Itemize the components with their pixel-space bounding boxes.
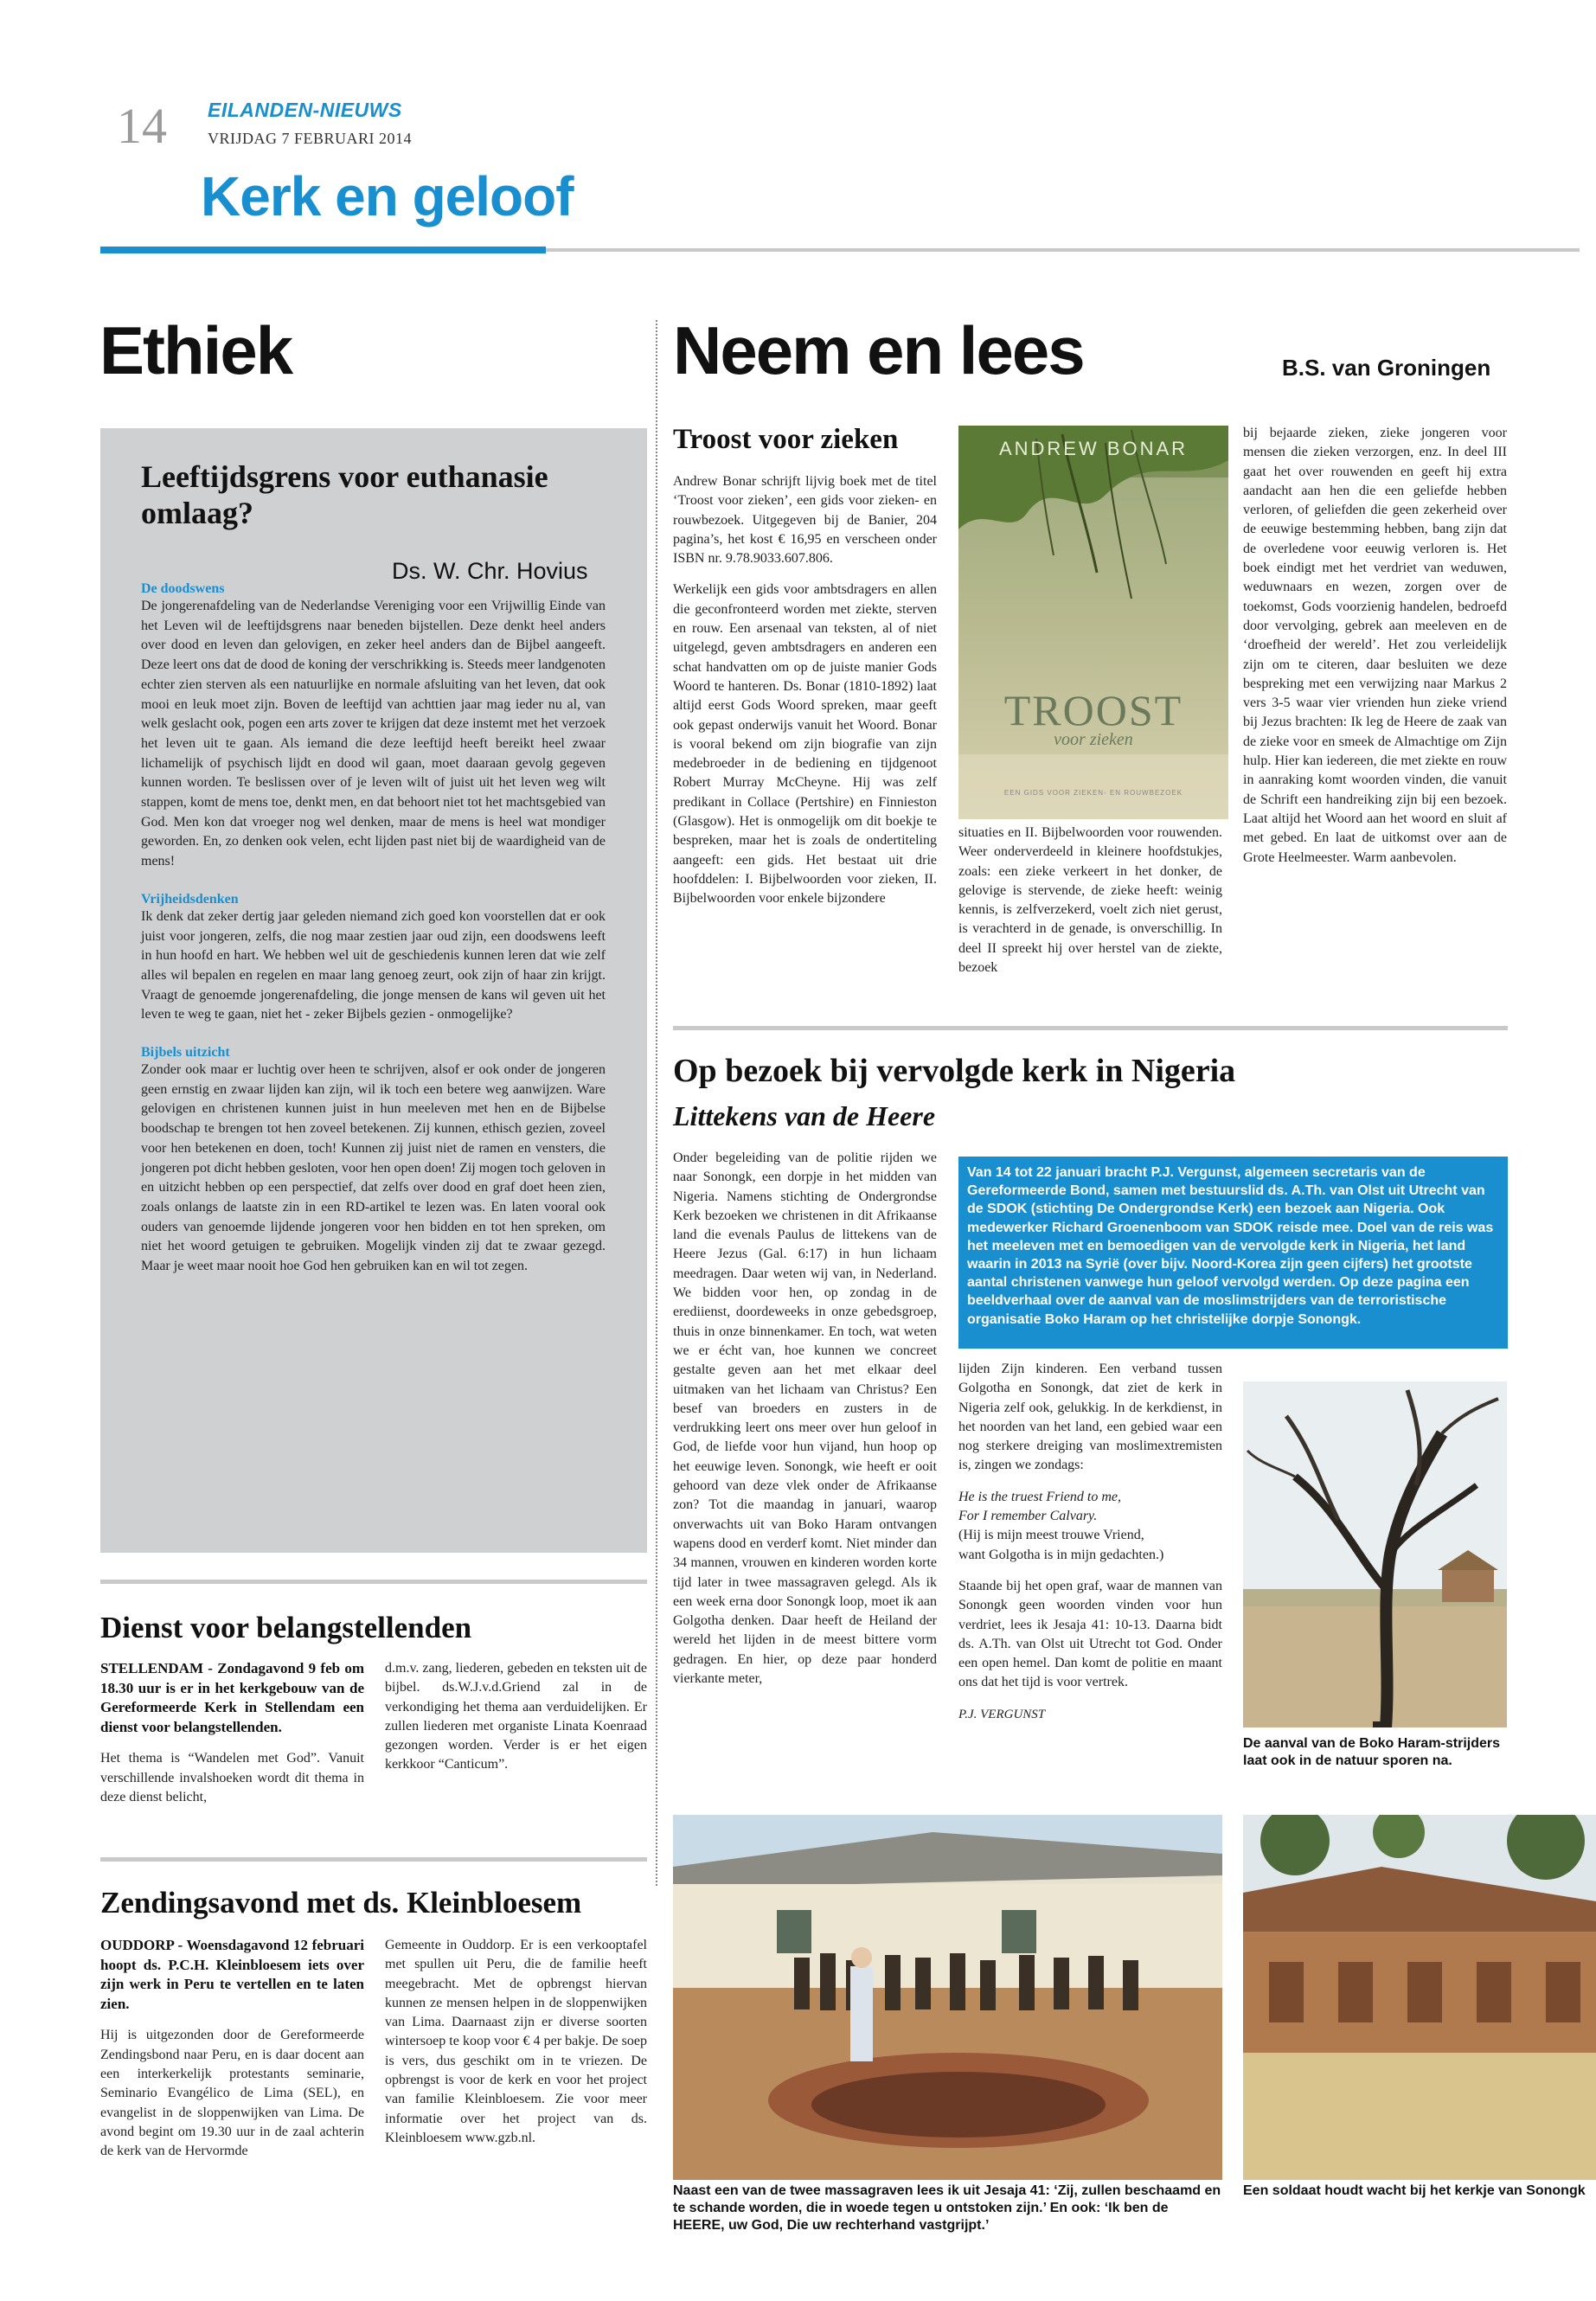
nigeria-text: Staande bij het open graf, waar de mannen van Sonongk geen woorden vinden voor hun verdriet, lees ik Jesaja 41: 10-13. Daarna bidt ds. A.Th. van Olst uit Utrecht tot God. Onder een open hemel. Dan komt de politie en maant ons dat het tijd is voor vertrek. <box>958 1578 1222 1690</box>
nigeria-text: Onder begeleiding van de politie rijden we naar Sonongk, een dorpje in het midden van Nigeria. Namens stichting de Ondergrondse Kerk bezoeken we christenen in dit Afrikaanse land die evenals Paulus de littekens van de Heere Jezus (Gal. 6:17) in hun lichaam meedragen. Daar weten wij van, in Nederland. We bidden voor hen, op zondag in de erediienst, doordeweeks in onze gebedsgroep, thuis in onze binnenkamer. En toch, wat weten we er écht van, hoe kunnen we concreet gestalte geven aan het met elkaar deel uitmaken van het lichaam van Christus? Een besef van broeders en zusters in de verdrukking leert ons meer over hun geloof in God, de liefde voor hun vijand, hun hoop op het eeuwige leven. Sonongk, wie heeft er ooit gehoord van deze vlek onder de Afrikaanse zon? Tot die maandag in januari, waarop onverwachts uit van Boko Haram ontvangen wapens dood en verderf komt. Niet minder dan 34 mannen, vrouwen en kinderen worden korte tijd later in twee massagraven gelegd. Als ik een week erna door Sonongk loop, moet ik aan Golgotha denken. Daar heeft de Heiland der wereld het lijden in de meest bittere vorm gedragen. En hier, op deze paar honderd vierkante meter, <box>673 1150 937 1687</box>
paragraph: De jongerenafdeling van de Nederlandse Vereniging voor een Vrijwillig Einde van het Leven wil de leeftijdsgrens naar beneden bijstellen. Deze denkt heel anders over dood en leven dan gelovigen, en zeker heel anders dan de Bijbel aangeeft. Deze leert ons dat de dood de koning der verschrikking is. Steeds meer landgenoten echter zien sterven als een natuurlijke en normale afsluiting van het leven, dat ook mooi en leuk moet zijn. Boven de leeftijd van achttien jaar mag ieder nu al, van welk geslacht ook, pogen een arts zover te krijgen dat deze instemt met het verzoek het leven uit te gaan. Als iemand die deze leeftijd heeft bereikt heel zwaar lichamelijk of psychisch lijdt en dood wil gaan, moet daaraan gevolg gegeven kunnen worden. Te beslissen over of je leven wilt of juist uit het leven weg wilt stappen, komt de mens toe, denkt men, en dat behoort niet tot het machtsgebied van God. Men kon dat vroeger nog wel denken, maar de mens is heel wat mondiger geworden. En, zo denken ook velen, echt lijden past niet bij de waardigheid van de mens! <box>141 599 606 869</box>
mass-grave-photo <box>673 1815 1222 2180</box>
mass-grave-illustration <box>673 1815 1222 2180</box>
book-tagline: EEN GIDS VOOR ZIEKEN- EN ROUWBEZOEK <box>1003 789 1183 797</box>
dienst-col-2 <box>385 1659 647 1775</box>
section-rule-accent <box>100 247 546 253</box>
column-heading-neem-en-lees: Neem en lees <box>673 312 1084 388</box>
caption-church: Een soldaat houdt wacht bij het kerkje van Sonongk <box>1243 2183 1586 2198</box>
troost-text: Andrew Bonar schrijft lijvig boek met de titel ‘Troost voor zieken’, een gids voor zieken- en rouwbezoek. Uitgegeven bij de Banier, 204 pagina’s, het kost € 16,95 en verscheen onder ISBN nr. 9.78.9033.607.806. <box>673 474 937 567</box>
article-byline: Ds. W. Chr. Hovius <box>392 558 588 584</box>
book-author: ANDREW BONAR <box>998 438 1189 459</box>
divider <box>673 1026 1508 1030</box>
nigeria-subtitle: Littekens van de Heere <box>673 1100 936 1131</box>
zending-text: Hij is uitgezonden door de Gereformeerde Zendingsbond naar Peru, en is daar docent aan een interkerkelijk protestants seminarie, Seminario Evangélico de Lima (SEL), en evangelist in de sloppenwijken van Lima. De avond begint om 19.30 uur in de zaal achterin de kerk van de Hervormde <box>100 2028 364 2159</box>
troost-col-1 <box>673 472 937 909</box>
article-body <box>141 581 606 1277</box>
burnt-tree-photo <box>1243 1381 1507 1727</box>
nigeria-col-2 <box>958 1360 1222 1724</box>
poem-translation: want Golgotha is in mijn gedachten.) <box>958 1547 1164 1562</box>
poem-line: He is the truest Friend to me, <box>958 1489 1121 1504</box>
dienst-title: Dienst voor belangstellenden <box>100 1611 472 1644</box>
zending-col-2 <box>385 1936 647 2148</box>
troost-title: Troost voor zieken <box>673 424 899 455</box>
troost-col-2 <box>958 824 1222 977</box>
subhead: Bijbels uitzicht <box>141 1045 230 1061</box>
issue-date: VRIJDAG 7 FEBRUARI 2014 <box>208 130 413 147</box>
zending-text: Gemeente in Ouddorp. Er is een verkooptafel met spullen uit Peru, die de familie heeft meegebracht. Met de opbrengst hiervan kunnen ze mensen helpen in de sloppenwijken van Lima. Daarnaast zijn er diverse soorten wintersoep te koop voor € 4 per bakje. De soep is vers, dus geschikt om in te vriezen. De opbrengst is voor de kerk en voor het project van familie Kleinbloesem. Zie voor meer informatie over het project van ds. Kleinbloesem www.gzb.nl. <box>385 1938 647 2145</box>
book-cover-illustration <box>958 426 1228 819</box>
divider <box>100 1857 647 1862</box>
dienst-text: d.m.v. zang, liederen, gebeden en teksten uit de bijbel. ds.W.J.v.d.Griend zal in de verkondiging het thema aan verduidelijken. Er zullen liederen met organiste Linata Koenraad gezongen worden. Verder is er het eigen kerkkoor “Canticum”. <box>385 1661 647 1772</box>
zending-lead: OUDDORP - Woensdagavond 12 februari hoopt ds. P.C.H. Kleinbloesem iets over zijn werk in Peru te vertellen en te laten zien. <box>100 1937 364 2012</box>
column-byline: B.S. van Groningen <box>1282 355 1491 381</box>
column-heading-ethiek: Ethiek <box>99 312 292 388</box>
newspaper-name: EILANDEN-NIEUWS <box>208 99 402 121</box>
dienst-text: Het thema is “Wandelen met God”. Vanuit verschillende invalshoeken wordt dit thema in deze dienst belicht, <box>100 1751 364 1804</box>
subhead: Vrijheidsdenken <box>141 891 239 907</box>
troost-text: Werkelijk een gids voor ambtsdragers en allen die geconfronteerd worden met ziekte, sterven en rouw. Een arsenaal van teksten, al of niet uitgelegd, geven ambtsdragers en anderen een schat handvatten om op de juiste manier Gods Woord te hanteren. Ds. Bonar (1810-1892) laat altijd eerst Gods Woord spreken, maar geeft ook gepast onderwijs vanuit het Woord. Bonar is vooral bekend om zijn biografie van zijn medebroeder in de bediening en tijdgenoot Robert Murray McCheyne. Hij was zelf predikant in Collace (Pertshire) en Finnieston (Glasgow). Het is onmogelijk om dit boekje te bespreken, maar het is zoals de ondertiteling aangeeft: een gids. Het bestaat uit drie hoofddelen: I. Bijbelwoorden voor zieken, II. Bijbelwoorden voor enkele bijzondere <box>673 582 937 907</box>
dienst-lead: STELLENDAM - Zondagavond 9 feb om 18.30 uur is er in het kerkgebouw van de Gereformeerde Kerk in Stellendam een dienst voor belangstellenden. <box>100 1660 364 1735</box>
article-signature: P.J. VERGUNST <box>958 1707 1046 1721</box>
zending-title: Zendingsavond met ds. Kleinbloesem <box>100 1886 582 1920</box>
page-number: 14 <box>117 98 167 154</box>
caption-grave: Naast een van de twee massagraven lees ik uit Jesaja 41: ‘Zij, zullen beschaamd en te schande worden, die in woede tegen u ontstoken zijn.’ En ook: ‘Ik ben de HEERE, uw God, Die uw rechterhand vastgrijpt.’ <box>673 2183 1221 2233</box>
section-title: Kerk en geloof <box>201 165 574 228</box>
section-rule <box>546 248 1580 252</box>
book-cover-image <box>958 426 1228 819</box>
paragraph: Ik denk dat zeker dertig jaar geleden niemand zich goed kon voorstellen dat er ook juist voor jongeren, zelfs, die nog maar zestien jaar oud zijn, een doodswens leeft in hun hoofd en hart. We hebben wel uit de geschiedenis kunnen leren dat wie zelf alles wil bepalen en regelen en maar lang genoeg zeurt, ook zijn of haar zin krijgt. Vraagt de genoemde jongerenafdeling, die jonge mensen de kans wil geven uit het leven te weg te gaan, niet het - zeker Bijbels gezien - onmogelijke? <box>141 908 606 1022</box>
book-subtitle: voor zieken <box>1054 730 1133 749</box>
nigeria-col-1 <box>673 1149 937 1689</box>
article-title: Leeftijdsgrens voor euthanasie omlaag? <box>141 459 548 530</box>
subhead: De doodswens <box>141 581 225 596</box>
church-illustration <box>1243 1815 1596 2180</box>
paragraph: Zonder ook maar er luchtig over heen te schrijven, alsof er ook onder de jongeren geen ernstig en zwaar lijden kan zijn, wil ik toch een betere weg aanwijzen. Ware gelovigen en christenen kunnen juist in hun meeleven met hen en de Bijbelse boodschap te brengen tot hen zoveel betekenen. Zij kunnen, ethisch gezien, zoveel voor hen betekenen en doen, toch! Kunnen zij juist niet de ramen en vensters, die jongeren pot dicht hebben gesloten, voor hen open doen! Zij mogen toch geloven in en uitzicht hebben op een perspectief, dat zelfs over dood en graf doet heen zien, zoals onlangs de laatste zin in een RD-artikel te lezen was. En laten vooral ook ouders van genoemde lijdende jongeren voor hen bidden en tot hen spreken, om niet het woord getuigen te gebruiken. Mogelijk vinden zij dat te zwaar gezegd. Maar je weet maar nooit hoe God hen gebruiken kan en wil tot zegen. <box>141 1062 606 1274</box>
caption-tree: De aanval van de Boko Haram-strijders laat ook in de natuur sporen na. <box>1243 1736 1501 1768</box>
church-photo <box>1243 1815 1596 2180</box>
poem-line: For I remember Calvary. <box>958 1509 1098 1524</box>
burnt-tree-illustration <box>1243 1381 1507 1727</box>
dienst-col-1 <box>100 1659 364 1807</box>
troost-text: situaties en II. Bijbelwoorden voor rouwenden. Weer onderverdeeld in kleinere hoofdstukjes, zoals: een zieke verkeert in het donker, de gelovige is stervende, de zieke heeft: weinig kennis, is zelfverzekerd, voelt zich niet gerust, is verachterd in de genade, is onverschillig. In deel II spreekt hij over herstel van de ziekte, bezoek <box>958 825 1222 976</box>
nigeria-text: lijden Zijn kinderen. Een verband tussen Golgotha en Sonongk, dat ziet de kerk in Nigeria zelf ook, gelukkig. In de kerkdienst, in het noorden van het land, een gebied waar een nog sterkere dreiging van moslimextremisten is, zingen we zondags: <box>958 1362 1222 1473</box>
nigeria-title: Op bezoek bij vervolgde kerk in Nigeria <box>673 1053 1236 1089</box>
poem-translation: (Hij is mijn meest trouwe Vriend, <box>958 1528 1144 1543</box>
troost-text: bij bejaarde zieken, zieke jongeren voor mensen die zieken verzorgen, enz. In deel III gaat het over rouwenden en geeft hij extra aandacht aan hen die een geliefde hebben verloren, of geliefden die geen zekerheid over de eeuwige bestemming hebben, bang zijn dat de overledene voor eeuwig verloren is. Het boek eindigt met het verdriet van weduwen, weduwnaars en wezen, zorgen over de toekomst, Gods voorzienig handelen, bedroefd door vervolging, gebrek aan meeleven en de ‘droefheid der wereld’. Het zou verleidelijk zijn om te citeren, daar besluiten we deze bespreking met een verwijzing naar Markus 2 vers 3-5 waar vier vrienden hun zieke vriend bij Jezus brachten: Ik leg de Heere de zaak van de zieke voor en smeek de Almachtige om Zijn hulp. Hier kan iedereen, die met ziekte en rouw in aanraking komt woorden vinden, die vanuit de Schrift een handreiking zijn bij een bezoek. Laat altijd het Woord aan het woord en sluit af met gebed. En laat de uitkomst over aan de Grote Heelmeester. Warm aanbevolen. <box>1243 426 1507 865</box>
book-title: TROOST <box>1003 686 1183 734</box>
intro-box-text: Van 14 tot 22 januari bracht P.J. Vergunst, algemeen secretaris van de Gereformeerde Bond, samen met bestuurslid ds. A.Th. van Olst uit Utrecht van de SDOK (stichting De Ondergrondse Kerk) een bezoek aan Nigeria. Ook medewerker Richard Groenenboom van SDOK reisde mee. Doel van de reis was het meeleven met en bemoedigen van de vervolgde kerk in Nigeria, het land waarin in 2013 na Syrië (over bijv. Noord-Korea zijn geen cijfers) het grootste aantal christenen vanwege hun geloof vervolgd werden. Op deze pagina een beeldverhaal over de aanval van de moslimstrijders van de terroristische organisatie Boko Haram op het christelijke dorpje Sonongk. <box>967 1165 1494 1327</box>
zending-col-1 <box>100 1936 364 2161</box>
divider <box>100 1580 647 1584</box>
troost-col-3 <box>1243 424 1507 868</box>
column-divider <box>656 320 657 1886</box>
